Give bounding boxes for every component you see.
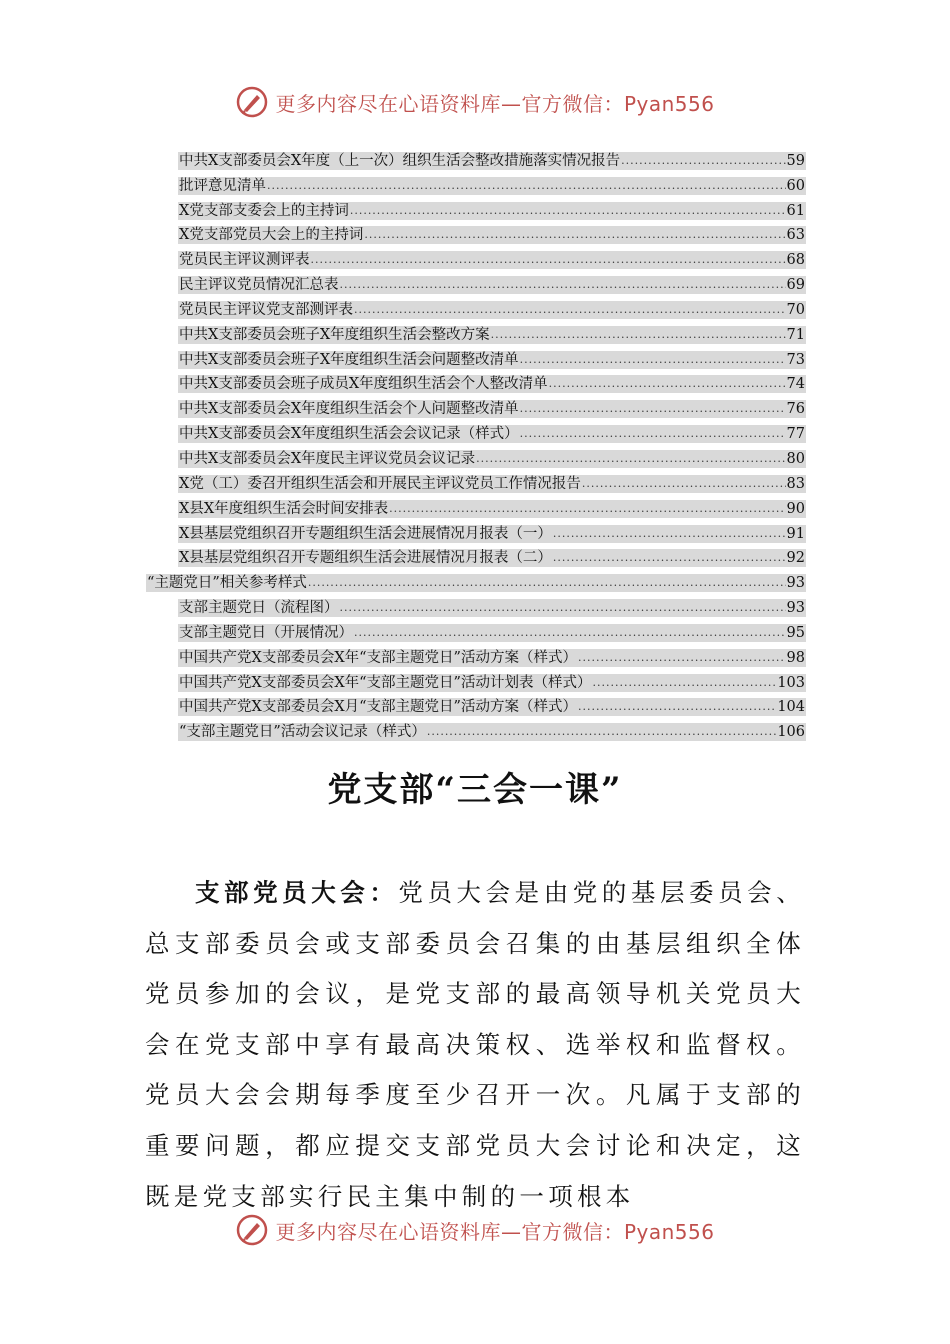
toc-leader-dots xyxy=(354,301,786,319)
toc-entry-title: 中共X支部委员会班子X年度组织生活会问题整改清单 xyxy=(179,351,519,368)
toc-entry-title: X县基层党组织召开专题组织生活会进展情况月报表（二） xyxy=(179,550,552,567)
toc-entry[interactable] xyxy=(146,269,806,294)
toc-entry-title: X县基层党组织召开专题组织生活会进展情况月报表（一） xyxy=(179,525,552,542)
toc-entry[interactable] xyxy=(146,195,806,220)
toc-entry-page: 83 xyxy=(786,475,805,492)
toc-entry-title: X党支部党员大会上的主持词 xyxy=(179,227,364,244)
toc-entry-page: 68 xyxy=(786,252,805,269)
toc-entry-title: 批评意见清单 xyxy=(179,177,266,194)
toc-leader-dots xyxy=(520,351,786,369)
toc-entry[interactable] xyxy=(146,369,806,394)
toc-leader-dots xyxy=(553,549,786,567)
toc-entry-page: 63 xyxy=(786,227,805,244)
toc-entry-page: 59 xyxy=(786,152,805,169)
toc-entry-page: 74 xyxy=(786,376,805,393)
toc-leader-dots xyxy=(520,425,786,443)
toc-entry[interactable] xyxy=(146,567,806,592)
toc-entry-page: 93 xyxy=(786,600,805,617)
toc-entry-page: 76 xyxy=(786,401,805,418)
toc-entry[interactable] xyxy=(146,418,806,443)
toc-leader-dots xyxy=(621,152,785,170)
toc-entry[interactable] xyxy=(146,393,806,418)
body-paragraph xyxy=(145,868,805,1222)
toc-entry-page: 92 xyxy=(786,550,805,567)
toc-entry-title: X党（工）委召开组织生活会和开展民主评议党员工作情况报告 xyxy=(179,475,581,492)
toc-entry[interactable] xyxy=(146,518,806,543)
toc-entry[interactable] xyxy=(146,493,806,518)
toc-entry-title: 中共X支部委员会X年度（上一次）组织生活会整改措施落实情况报告 xyxy=(179,152,621,169)
toc-leader-dots xyxy=(491,326,786,344)
toc-entry[interactable] xyxy=(146,543,806,568)
toc-leader-dots xyxy=(308,574,786,592)
toc-entry[interactable] xyxy=(146,443,806,468)
watermark-text: 更多内容尽在心语资料库—官方微信：Pyan556 xyxy=(275,91,715,116)
toc-entry-title: X县X年度组织生活会时间安排表 xyxy=(179,500,389,517)
toc-leader-dots xyxy=(582,475,786,493)
toc-entry-page: 69 xyxy=(786,277,805,294)
toc-entry-title: 中共X支部委员会班子X年度组织生活会整改方案 xyxy=(179,326,490,343)
toc-entry-title: “主题党日”相关参考样式 xyxy=(147,575,307,592)
paragraph-text: 党员大会是由党的基层委员会、总支部委员会或支部委员会召集的由基层组织全体党员参加的会议，是党支部的最高领导机关党员大会在党支部中享有最高决策权、选举权和监督权。党员大会会期每季度至少召开一次。凡属于支部的重要问题，都应提交支部党员大会讨论和决定，这既是党支部实行民主集中制的一项根本 xyxy=(145,878,805,1211)
toc-leader-dots xyxy=(350,202,786,220)
toc-entry[interactable] xyxy=(146,319,806,344)
toc-entry-title: 支部主题党日（流程图） xyxy=(179,600,339,617)
section-heading: 党支部“三会一课” xyxy=(327,770,623,810)
toc-entry[interactable] xyxy=(146,692,806,717)
toc-entry-title: 中国共产党X支部委员会X年“支部主题党日”活动计划表（样式） xyxy=(179,674,592,691)
toc-entry-title: 中共X支部委员会X年度民主评议党员会议记录 xyxy=(179,450,476,467)
toc-entry-title: 中共X支部委员会X年度组织生活会会议记录（样式） xyxy=(179,426,519,443)
toc-entry[interactable] xyxy=(146,344,806,369)
toc-entry[interactable] xyxy=(146,294,806,319)
toc-leader-dots xyxy=(364,226,785,244)
toc-leader-dots xyxy=(427,723,776,741)
toc-entry-page: 95 xyxy=(786,624,805,641)
toc-entry-title: 中国共产党X支部委员会X月“支部主题党日”活动方案（样式） xyxy=(179,699,577,716)
toc-entry-title: 民主评议党员情况汇总表 xyxy=(179,277,339,294)
toc-entry[interactable] xyxy=(146,617,806,642)
toc-entry-page: 70 xyxy=(786,301,805,318)
toc-entry-title: 党员民主评议党支部测评表 xyxy=(179,301,353,318)
toc-entry-title: 中共X支部委员会X年度组织生活会个人问题整改清单 xyxy=(179,401,519,418)
paragraph-lead: 支部党员大会： xyxy=(195,878,399,907)
watermark-banner-top xyxy=(0,82,950,122)
toc-entry-page: 80 xyxy=(786,450,805,467)
toc-entry-title: 中共X支部委员会班子成员X年度组织生活会个人整改清单 xyxy=(179,376,548,393)
toc-leader-dots xyxy=(354,624,786,642)
toc-leader-dots xyxy=(553,525,786,543)
watermark-text: 更多内容尽在心语资料库—官方微信：Pyan556 xyxy=(275,1219,715,1244)
toc-entry-page: 73 xyxy=(786,351,805,368)
toc-entry-page: 60 xyxy=(786,177,805,194)
toc-entry-page: 106 xyxy=(777,724,805,741)
toc-leader-dots xyxy=(389,500,785,518)
toc-leader-dots xyxy=(578,649,786,667)
toc-leader-dots xyxy=(311,251,786,269)
toc-leader-dots xyxy=(578,698,776,716)
toc-entry-page: 103 xyxy=(777,674,805,691)
toc-leader-dots xyxy=(267,177,786,195)
toc-entry[interactable] xyxy=(146,468,806,493)
toc-entry-page: 71 xyxy=(786,326,805,343)
toc-entry-page: 61 xyxy=(786,202,805,219)
toc-entry-page: 98 xyxy=(786,649,805,666)
toc-entry-title: 党员民主评议测评表 xyxy=(179,252,310,269)
toc-entry-page: 77 xyxy=(786,426,805,443)
toc-entry-title: 支部主题党日（开展情况） xyxy=(179,624,353,641)
toc-entry-title: “支部主题党日”活动会议记录（样式） xyxy=(179,724,426,741)
toc-leader-dots xyxy=(520,400,786,418)
toc-entry[interactable] xyxy=(146,220,806,245)
toc-leader-dots xyxy=(592,674,776,692)
toc-entry[interactable] xyxy=(146,642,806,667)
toc-entry[interactable] xyxy=(146,592,806,617)
toc-entry-page: 91 xyxy=(786,525,805,542)
toc-leader-dots xyxy=(340,276,786,294)
toc-entry[interactable] xyxy=(146,667,806,692)
toc-entry-page: 93 xyxy=(786,575,805,592)
toc-leader-dots xyxy=(549,375,786,393)
toc-entry-page: 90 xyxy=(786,500,805,517)
toc-entry-title: 中国共产党X支部委员会X年“支部主题党日”活动方案（样式） xyxy=(179,649,577,666)
pen-logo-icon xyxy=(235,85,269,119)
toc-entry[interactable] xyxy=(146,170,806,195)
toc-leader-dots xyxy=(476,450,785,468)
watermark-banner-bottom xyxy=(0,1210,950,1250)
toc-entry-page: 104 xyxy=(777,699,805,716)
toc-entry[interactable] xyxy=(146,244,806,269)
pen-logo-icon xyxy=(235,1213,269,1247)
toc-leader-dots xyxy=(340,599,786,617)
toc-entry-title: X党支部支委会上的主持词 xyxy=(179,202,349,219)
toc-entry[interactable] xyxy=(146,145,806,170)
table-of-contents xyxy=(146,145,806,741)
toc-entry[interactable] xyxy=(146,716,806,741)
